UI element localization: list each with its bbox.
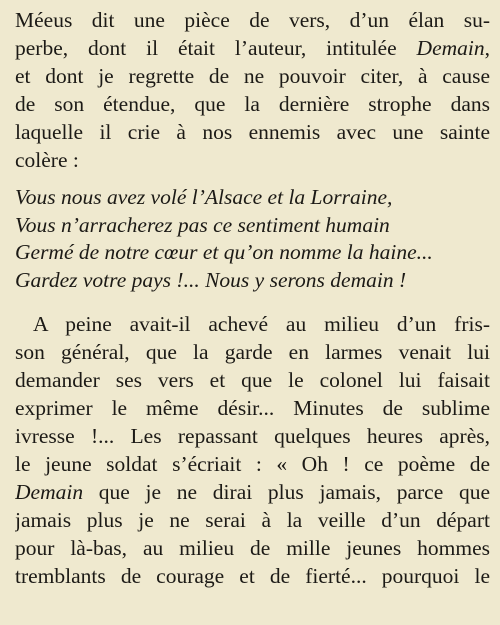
paragraph-1 bbox=[15, 6, 490, 174]
verse-line: Vous n’arracherez pas ce sentiment humain bbox=[15, 212, 390, 237]
text-line: et dont je regrette de ne pouvoir citer, à cause bbox=[15, 64, 490, 88]
text-line: le jeune soldat s’écriait : « Oh ! ce poème de bbox=[15, 452, 490, 476]
text-line: Demain que je ne dirai plus jamais, parce que bbox=[15, 480, 490, 504]
text-line: ivresse !... Les repassant quelques heures après, bbox=[15, 424, 490, 448]
verse-line: Vous nous avez volé l’Alsace et la Lorraine, bbox=[15, 185, 393, 209]
verse-stanza bbox=[15, 184, 490, 294]
text-line: son général, que la garde en larmes venait lui bbox=[15, 340, 490, 364]
paragraph-2 bbox=[15, 310, 490, 590]
text-line: Méeus dit une pièce de vers, d’un élan su- bbox=[15, 8, 490, 32]
text-line: colère : bbox=[15, 148, 79, 172]
verse-line: Germé de notre cœur et qu’on nomme la haine... bbox=[15, 240, 433, 264]
text-line: de son étendue, que la dernière strophe dans bbox=[15, 92, 490, 116]
text-line: A peine avait-il achevé au milieu d’un fris- bbox=[33, 312, 490, 336]
text-line: jamais plus je ne serai à la veille d’un départ bbox=[15, 508, 490, 532]
text-line: tremblants de courage et de fierté... pourquoi le bbox=[15, 564, 490, 588]
verse-line: Gardez votre pays !... Nous y serons demain ! bbox=[15, 267, 407, 292]
text-line: pour là-bas, au milieu de mille jeunes hommes bbox=[15, 536, 490, 560]
text-line: demander ses vers et que le colonel lui faisait bbox=[15, 368, 490, 392]
text-line: exprimer le même désir... Minutes de sublime bbox=[15, 396, 490, 420]
text-line: perbe, dont il était l’auteur, intitulée Demain, bbox=[15, 36, 490, 60]
text-line: laquelle il crie à nos ennemis avec une sainte bbox=[15, 120, 490, 144]
